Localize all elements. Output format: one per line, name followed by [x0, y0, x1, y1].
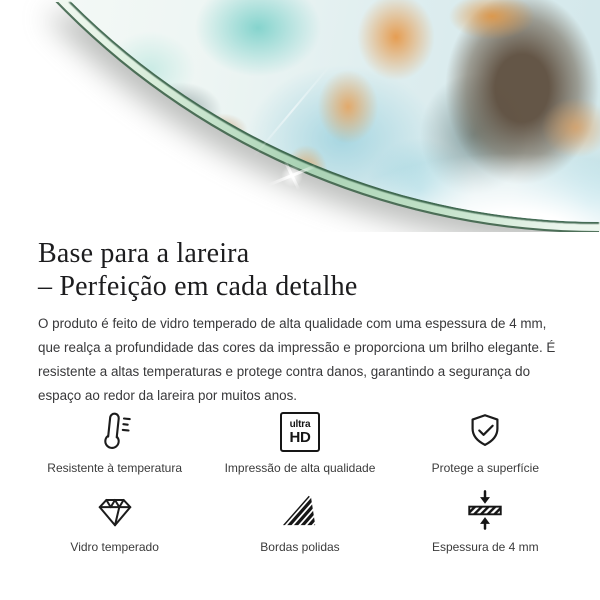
feature-label: Vidro temperado	[70, 540, 159, 554]
feature-label: Impressão de alta qualidade	[224, 461, 376, 475]
polished-edges-icon	[279, 489, 321, 531]
diamond-icon	[94, 489, 136, 531]
feature-print-quality	[207, 410, 392, 475]
feature-temperature	[22, 410, 207, 475]
product-description: O produto é feito de vidro temperado de alta qualidade com uma espessura de 4 mm, que realça a profundidade das cores da impressão e proporciona um brilho elegante. É resistente a altas temperaturas e protege contra danos, garantindo a segurança do espaço ao redor da lareira por muitos anos.	[38, 316, 556, 403]
feature-thickness	[393, 489, 578, 554]
title-line-1: Base para a lareira	[38, 238, 250, 269]
title-line-2: – Perfeição em cada detalhe	[38, 271, 358, 302]
feature-surface-protection	[393, 410, 578, 475]
thickness-icon	[464, 489, 506, 531]
page-title	[38, 237, 562, 303]
product-hero-image	[0, 0, 600, 232]
shield-check-icon	[464, 410, 506, 452]
feature-label: Protege a superfície	[431, 461, 540, 475]
feature-label: Resistente à temperatura	[47, 461, 183, 475]
thermometer-icon	[94, 410, 136, 452]
feature-label: Espessura de 4 mm	[431, 540, 539, 554]
glass-artwork	[0, 0, 600, 232]
glass-art-wrap	[0, 0, 600, 232]
feature-tempered-glass	[22, 489, 207, 554]
ultra-hd-icon: ultra HD	[280, 412, 320, 452]
feature-polished-edges	[207, 489, 392, 554]
feature-label: Bordas polidas	[260, 540, 340, 554]
features-grid	[22, 410, 578, 554]
